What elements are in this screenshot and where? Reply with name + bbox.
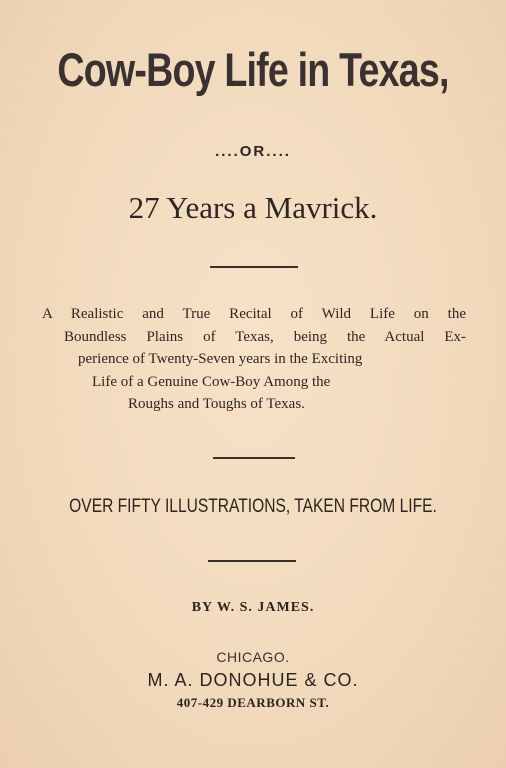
description-line: Boundless Plains of Texas, being the Actual Ex- <box>64 328 466 345</box>
illustrations-note: OVER FIFTY ILLUSTRATIONS, TAKEN FROM LIFE. <box>69 496 437 517</box>
description-line: perience of Twenty-Seven years in the Exciting <box>78 351 363 367</box>
or-separator: ....OR.... <box>215 143 291 160</box>
description-line: Life of a Genuine Cow-Boy Among the <box>92 373 331 390</box>
book-subtitle: 27 Years a Mavrick. <box>128 190 378 225</box>
publisher-address: 407-429 DEARBORN ST. <box>176 695 330 710</box>
divider-rule <box>210 266 298 268</box>
publisher-name: M. A. DONOHUE & CO. <box>147 670 359 690</box>
book-title: Cow-Boy Life in Texas, <box>57 43 449 96</box>
author-line: BY W. S. JAMES. <box>191 600 315 615</box>
description-line: Roughs and Toughs of Texas. <box>128 396 305 412</box>
divider-rule <box>208 560 296 562</box>
publisher-city: CHICAGO. <box>216 649 290 665</box>
description-line: A Realistic and True Recital of Wild Life on the <box>42 306 466 322</box>
divider-rule <box>213 457 295 459</box>
book-description <box>42 303 466 416</box>
